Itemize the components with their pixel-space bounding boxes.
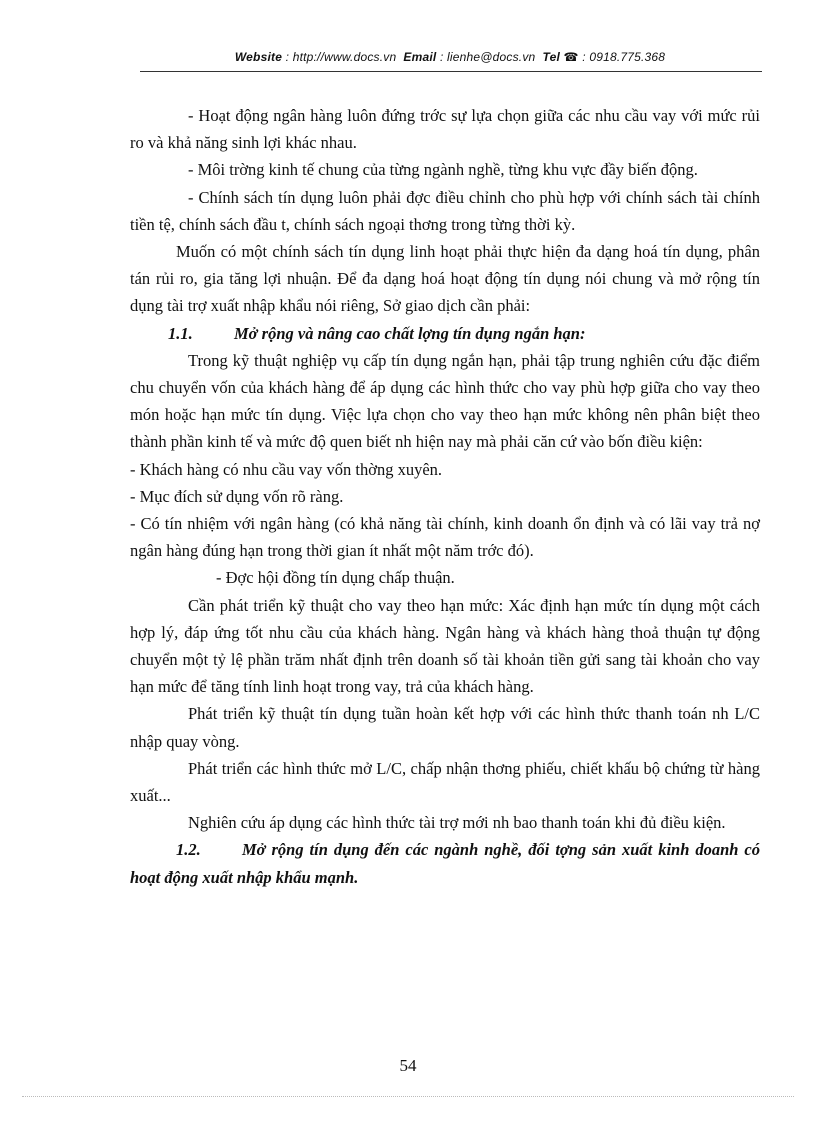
paragraph: Cần phát triển kỹ thuật cho vay theo hạn mức: Xác định hạn mức tín dụng một cách hợp lý, đáp ứng tốt nhu cầu của khách hàng. Ngân hàng và khách hàng thoả thuận tự động chuyển một tỷ lệ phần trăm nhất định trên doanh số tài khoản tiền gửi sang tài khoản cho vay hạn mức để tăng tính linh hoạt trong vay, trả của khách hàng. <box>130 595 760 697</box>
list-item: - Có tín nhiệm với ngân hàng (có khả năng tài chính, kinh doanh ổn định và có lãi vay trả nợ ngân hàng đúng hạn trong thời gian ít nhất một năm trớc đó). <box>130 514 760 561</box>
header-divider <box>140 71 762 72</box>
heading-number: 1.2. <box>176 840 201 860</box>
document-body <box>130 102 760 891</box>
email-label: Email <box>403 50 437 64</box>
paragraph: - Môi trờng kinh tế chung của từng ngành nghề, từng khu vực đầy biến động. <box>188 160 698 180</box>
website-label: Website <box>234 50 283 64</box>
list-item: - Mục đích sử dụng vốn rõ ràng. <box>130 486 344 506</box>
paragraph: Nghiên cứu áp dụng các hình thức tài trợ mới nh bao thanh toán khi đủ điều kiện. <box>188 813 726 833</box>
list-item: - Khách hàng có nhu cầu vay vốn thờng xuyên. <box>130 459 443 479</box>
paragraph: Trong kỹ thuật nghiệp vụ cấp tín dụng ngắn hạn, phải tập trung nghiên cứu đặc điểm chu chuyển vốn của khách hàng để áp dụng các hình thức cho vay phù hợp giữa cho vay theo món hoặc hạn mức tín dụng. Việc lựa chọn cho vay theo hạn mức không nên phân biệt theo thành phần kinh tế và mức độ quen biết nh hiện nay mà phải căn cứ vào bốn điều kiện: <box>130 350 760 452</box>
heading-number: 1.1. <box>168 323 193 343</box>
heading-text: Mở rộng tín dụng đến các ngành nghề, đối tợng sản xuất kinh doanh có hoạt động xuất nhập khẩu mạnh. <box>130 840 760 887</box>
paragraph: - Hoạt động ngân hàng luôn đứng trớc sự lựa chọn giữa các nhu cầu vay với mức rủi ro và khả năng sinh lợi khác nhau. <box>130 106 760 153</box>
paragraph: Phát triển kỹ thuật tín dụng tuần hoàn kết hợp với các hình thức thanh toán nh L/C nhập quay vòng. <box>130 704 760 751</box>
page-number: 54 <box>399 1056 417 1075</box>
heading-text: Mở rộng và nâng cao chất lợng tín dụng ngắn hạn: <box>234 323 586 343</box>
tel-value: : 0918.775.368 <box>582 50 666 64</box>
section-heading-1-2 <box>130 836 760 890</box>
list-item: - Đợc hội đồng tín dụng chấp thuận. <box>216 568 455 588</box>
paragraph: Phát triển các hình thức mở L/C, chấp nhận thơng phiếu, chiết khấu bộ chứng từ hàng xuất... <box>130 758 760 806</box>
paragraph: Muốn có một chính sách tín dụng linh hoạt phải thực hiện đa dạng hoá tín dụng, phân tán rủi ro, gia tăng lợi nhuận. Để đa dạng hoá hoạt động tín dụng nói chung và mở rộng tín dụng tài trợ xuất nhập khẩu nói riêng, Sở giao dịch cần phải: <box>130 242 760 316</box>
section-heading-1-1 <box>130 320 760 347</box>
paragraph: - Chính sách tín dụng luôn phải đợc điều chỉnh cho phù hợp với chính sách tài chính tiền tệ, chính sách đầu t, chính sách ngoại thơng trong từng thời kỳ. <box>130 187 760 234</box>
tel-label: Tel <box>542 50 560 64</box>
phone-icon: ☎ <box>563 50 579 64</box>
email-value: : lienhe@docs.vn <box>439 50 536 64</box>
footer-divider <box>22 1096 794 1097</box>
website-value: : http://www.docs.vn <box>285 50 397 64</box>
page-header <box>140 50 760 64</box>
